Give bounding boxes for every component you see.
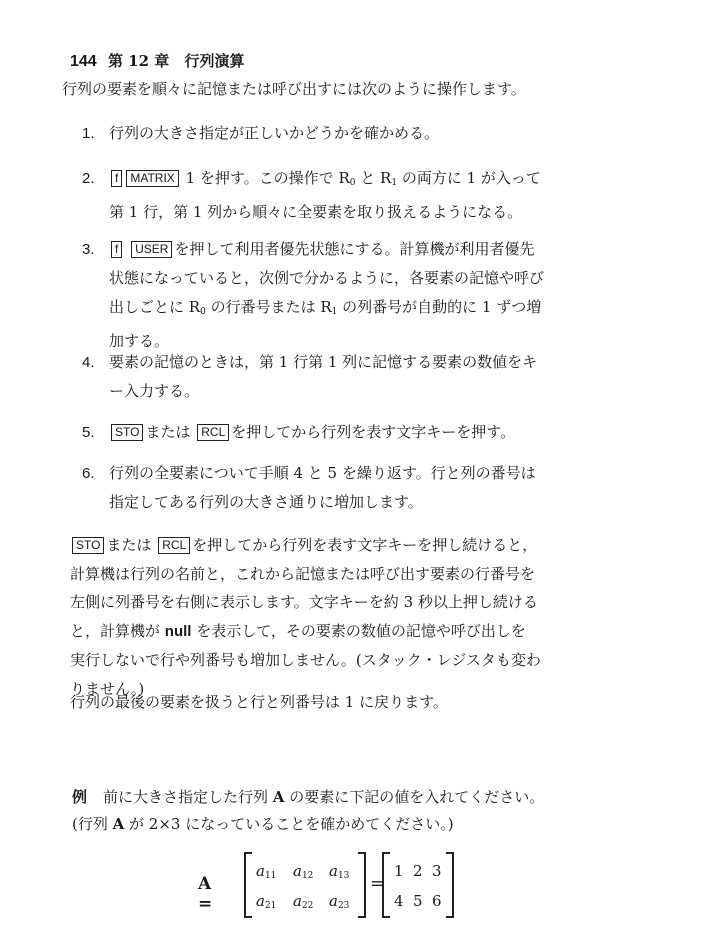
para-text: を押してから行列を表す文字キーを押し続けると，: [192, 536, 538, 554]
matrix-symbol-a13: $a_{13}$: [329, 862, 350, 881]
step-text: 1 を押す。この操作で R: [180, 169, 350, 187]
subscript: 0: [349, 178, 356, 188]
step-number: 5.: [82, 424, 95, 441]
matrix-value: 5: [413, 892, 423, 910]
step-text: 指定してある行列の大きさ通りに増加します。: [109, 493, 423, 511]
step-3: [82, 235, 544, 356]
example-text: 前に大きさ指定した行列: [103, 788, 273, 806]
step-number: 2.: [82, 170, 95, 187]
example-label: 例: [72, 788, 88, 806]
matrix-name: A: [112, 815, 125, 833]
step-number: 3.: [82, 241, 95, 258]
left-bracket: [244, 852, 252, 918]
example-block: [72, 784, 544, 838]
f-key: f: [111, 241, 122, 258]
matrix-value: 2: [413, 862, 423, 880]
subscript: 1: [331, 307, 338, 317]
step-text: ー入力する。: [109, 382, 200, 400]
para-text: と，計算機が: [70, 621, 165, 640]
step-2: [82, 164, 541, 227]
matrix-name: A: [272, 788, 285, 806]
step-text: 出しごとに R: [109, 298, 201, 316]
chapter-title: 行列演算: [184, 52, 245, 70]
sto-key: STO: [111, 424, 143, 441]
subscript: 1: [391, 178, 398, 188]
step-text: の列番号が自動的に 1 ずつ増: [337, 298, 542, 316]
step-text: 行列の大きさ指定が正しいかどうかを確かめる。: [109, 124, 440, 142]
rcl-key: RCL: [197, 424, 229, 441]
step-number: 1.: [82, 125, 95, 142]
right-bracket: [446, 852, 454, 918]
example-text: (行列: [72, 815, 113, 833]
equals-sign: =: [370, 874, 385, 894]
f-key: f: [111, 170, 122, 187]
matrix-symbol-a21: $a_{21}$: [256, 892, 277, 911]
para-text: または: [106, 536, 152, 554]
sto-key: STO: [72, 537, 104, 554]
para-text: 左側に列番号を右側に表示します。文字キーを約 3 秒以上押し続ける: [70, 593, 538, 611]
para-text: 実行しないで行や列番号も増加しません。(スタック・レジスタも変わ: [70, 651, 541, 669]
matrix-value: 6: [432, 892, 442, 910]
matrix-symbol-a22: $a_{22}$: [293, 892, 314, 911]
step-text: を押して利用者優先状態にする。計算機が利用者優先: [174, 240, 535, 258]
chapter-number: 第 12 章: [107, 52, 170, 70]
intro-text: 行列の要素を順々に記憶または呼び出すには次のように操作します。: [62, 80, 526, 98]
matrix-symbol-a23: $a_{23}$: [329, 892, 350, 911]
step-text: または: [145, 423, 191, 441]
user-key: USER: [131, 241, 172, 258]
matrix-value: 1: [394, 862, 404, 880]
matrix-symbol-a12: $a_{12}$: [293, 862, 314, 881]
example-text: の要素に下記の値を入れてください。: [284, 788, 545, 806]
step-text: 行列の全要素について手順 4 と 5 を繰り返す。行と列の番号は: [109, 464, 536, 482]
step-text: 加する。: [109, 332, 170, 350]
step-1: [82, 119, 439, 148]
step-text: の行番号または R: [205, 298, 332, 316]
page-number: 144: [70, 53, 97, 70]
step-6: [82, 459, 536, 517]
null-word: null: [164, 622, 192, 640]
para-text: を表示して，その要素の数値の記憶や呼び出しを: [191, 621, 526, 640]
hold-key-paragraph: [70, 531, 541, 703]
step-text: 要素の記憶のときは，第 1 行第 1 列に記憶する要素の数値をキ: [109, 353, 538, 371]
para-text: りません。): [70, 679, 145, 698]
subscript: 0: [200, 307, 206, 317]
step-text: と R: [355, 169, 392, 187]
rcl-key: RCL: [158, 537, 190, 554]
step-number: 4.: [82, 354, 95, 371]
matrix-symbol-a11: $a_{11}$: [256, 862, 277, 881]
matrix-lhs: A =: [198, 874, 213, 914]
step-4: [82, 348, 537, 406]
step-text: 状態になっていると，次例で分かるように，各要素の記憶や呼び: [109, 269, 545, 287]
step-number: 6.: [82, 465, 95, 482]
matrix-value: 3: [432, 862, 442, 880]
matrix-value: 4: [394, 892, 404, 910]
step-text: の両方に 1 が入って: [397, 169, 541, 187]
step-text: 第 1 行，第 1 列から順々に全要素を取り扱えるようになる。: [109, 203, 523, 221]
left-bracket: [382, 852, 390, 918]
step-text: を押してから行列を表す文字キーを押す。: [231, 423, 516, 441]
example-text: が 2×3 になっていることを確かめてください。): [124, 815, 454, 833]
last-element-paragraph: 行列の最後の要素を扱うと行と列番号は 1 に戻ります。: [70, 693, 448, 711]
para-text: 計算機は行列の名前と，これから記憶または呼び出す要素の行番号を: [70, 564, 536, 583]
page-header: [70, 50, 245, 71]
step-5: [82, 418, 515, 447]
matrix-key: MATRIX: [126, 170, 178, 187]
right-bracket: [358, 852, 366, 918]
